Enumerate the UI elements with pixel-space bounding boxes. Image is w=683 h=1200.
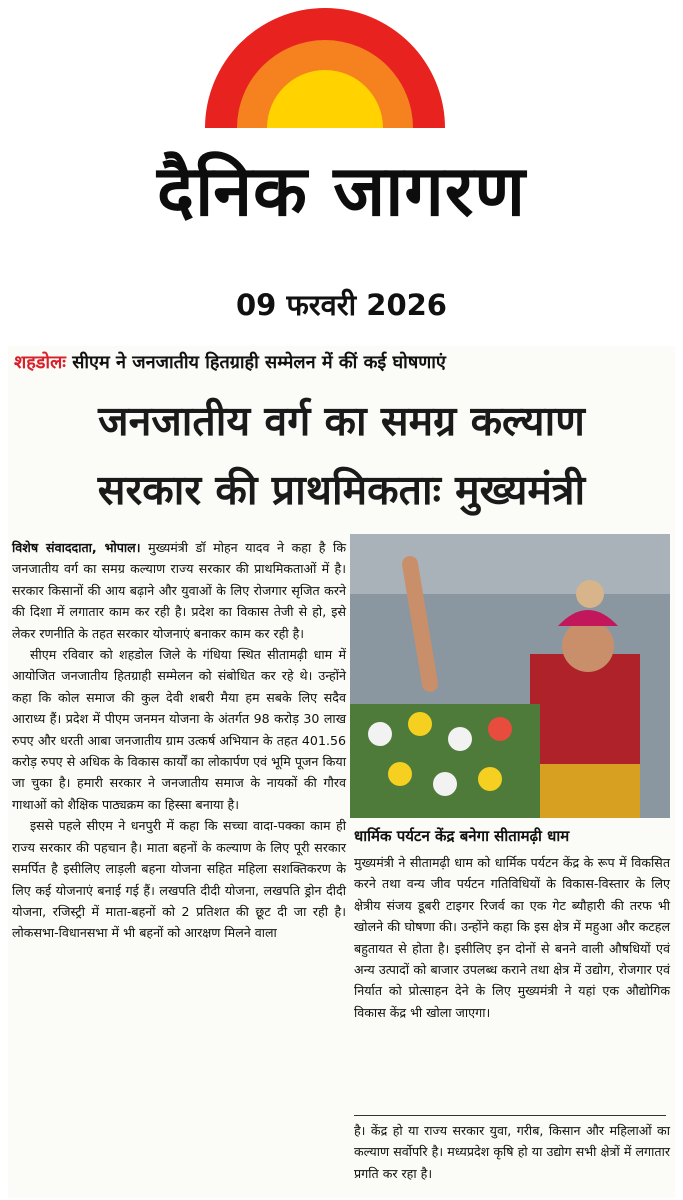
headline-line-2: सरकार की प्राथमिकताः मुख्यमंत्री	[97, 466, 586, 514]
continuation-paragraph: है। केंद्र हो या राज्य सरकार युवा, गरीब, किसान और महिलाओं का कल्याण सर्वोपरि है। मध्यप्रदेश कृषि हो या उद्योग सभी क्षेत्रों में लगातार प्रगति कर रहा है।	[354, 1123, 670, 1181]
article-body-right	[354, 852, 670, 1023]
masthead	[0, 0, 683, 345]
headline-line-1: जनजातीय वर्ग का समग्र कल्याण	[98, 397, 585, 445]
edition-date: 09 फरवरी 2026	[236, 288, 447, 322]
chief-minister-photo	[350, 534, 670, 818]
article-continuation	[354, 1120, 670, 1184]
caption-title: धार्मिक पर्यटन केंद्र बनेगा सीतामढ़ी धाम	[354, 827, 570, 845]
kicker-text: सीएम ने जनजातीय हितग्राही सम्मेलन में कीं कई घोषणाएं	[65, 352, 446, 373]
rising-sun-logo	[205, 8, 445, 128]
kicker-place: शहडोलः	[14, 352, 66, 373]
kicker	[14, 350, 670, 374]
paragraph-1-text: मुख्यमंत्री डॉ मोहन यादव ने कहा है कि जनजातीय वर्ग का समग्र कल्याण राज्य सरकार की प्राथमिकताओं में है। सरकार किसानों की आय बढ़ाने और युवाओं के लिए रोजगार सृजित करने की दिशा में लगातार काम कर रही है। प्रदेश का विकास तेजी से हो, इसे लेकर रणनीति के तहत सरकार योजनाएं बनाकर काम कर रही है।	[12, 540, 346, 641]
newspaper-name: दैनिक जागरण	[157, 150, 526, 232]
article-body-left	[12, 537, 346, 944]
byline: विशेष संवाददाता, भोपाल।	[12, 540, 141, 555]
paragraph-1	[12, 537, 346, 644]
news-clipping	[8, 346, 675, 1198]
divider	[354, 1115, 666, 1116]
side-paragraph: मुख्यमंत्री ने सीतामढ़ी धाम को धार्मिक पर्यटन केंद्र के रूप में विकसित करने तथा वन्य जीव पर्यटन गतिविधियों के विकास-विस्तार के लिए क्षेत्रीय संजय डूबरी टाइगर रिजर्व का एक गेट ब्यौहारी की तरफ भी खोलने की घोषणा की। उन्होंने कहा कि इस क्षेत्र में महुआ और कटहल बहुतायत से होता है। इसीलिए इन दोनों से बनने वाली औषधियों एवं अन्य उत्पादों को बाजार उपलब्ध कराने तथा क्षेत्र में उद्योग, रोजगार एवं निर्यात को प्रोत्साहन देने के लिए मुख्यमंत्री ने यहां एक औद्योगिक विकास केंद्र भी खोला जाएगा।	[354, 855, 670, 1020]
paragraph-2: सीएम रविवार को शहडोल जिले के गंधिया स्थित सीतामढ़ी धाम में आयोजित जनजातीय हितग्राही सम्मेलन को संबोधित कर रहे थे। उन्होंने कहा कि कोल समाज की कुल देवी शबरी मैया हम सबके लिए सदैव आराध्य हैं। प्रदेश में पीएम जनमन योजना के अंतर्गत 98 करोड़ 30 लाख रुपए और धरती आबा जनजातीय ग्राम उत्कर्ष अभियान के तहत 401.56 करोड़ रुपए से अधिक के विकास कार्यों का लोकार्पण एवं भूमि पूजन किया जा चुका है। हमारी सरकार ने जनजातीय समाज के नायकों की गौरव गाथाओं को शैक्षिक पाठ्यक्रम का हिस्सा बनाया है।	[12, 647, 346, 812]
paragraph-3: इससे पहले सीएम ने धनपुरी में कहा कि सच्चा वादा-पक्का काम ही राज्य सरकार की पहचान है। माता बहनों के कल्याण के लिए पूरी सरकार समर्पित है इसीलिए लाड़ली बहना योजना सहित महिला सशक्तिकरण के लिए कई योजनाएं बनाई गई हैं। लखपति दीदी योजना, लखपति ड्रोन दीदी योजना, रजिस्ट्री में माता-बहनों को 2 प्रतिशत की छूट दी जा रही है। लोकसभा-विधानसभा में भी बहनों को आरक्षण मिलने वाला	[12, 818, 346, 941]
